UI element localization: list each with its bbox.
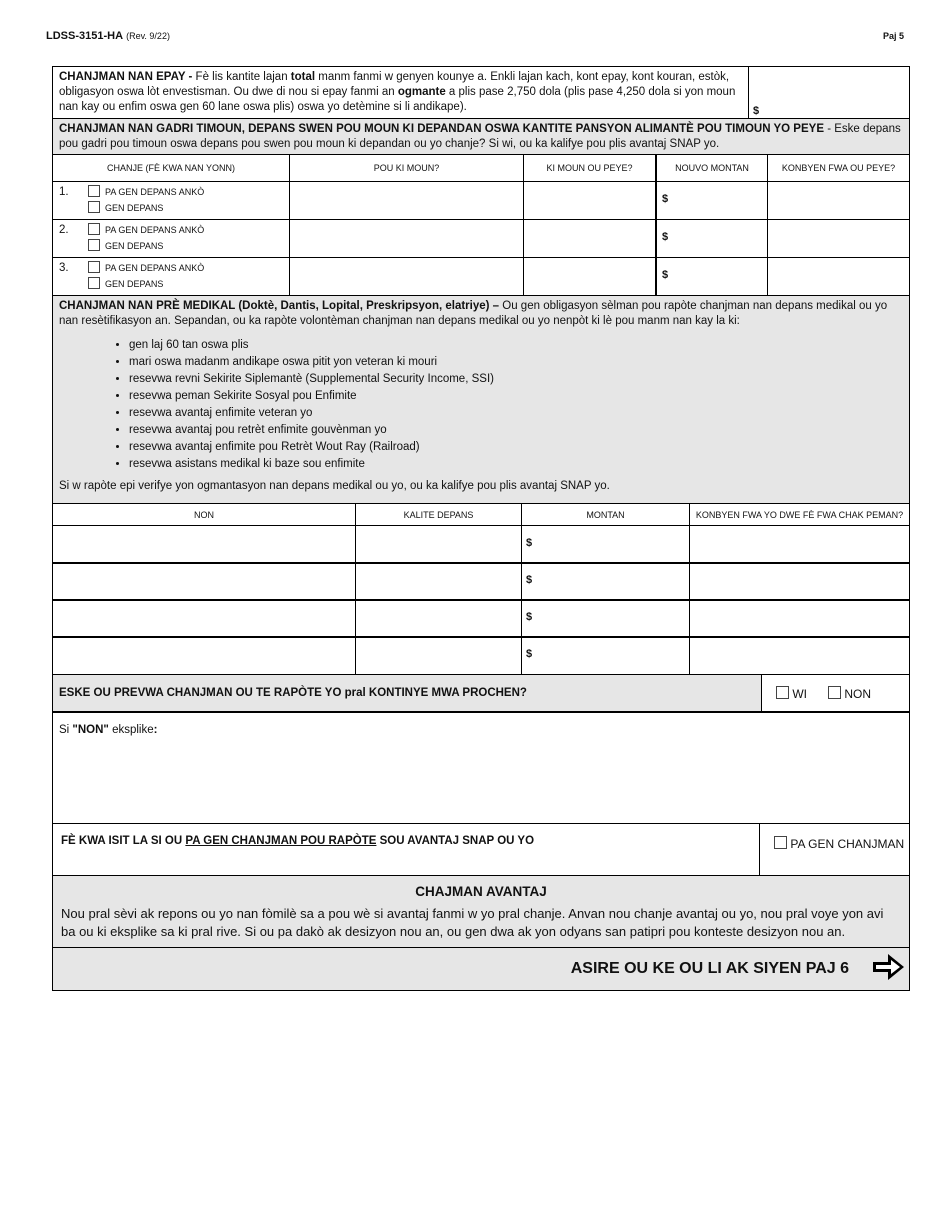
savings-text-bold-1: total	[290, 71, 316, 83]
explain-field[interactable]	[53, 713, 909, 824]
option-label: GEN DEPANS	[105, 279, 164, 289]
option-no-expense[interactable]	[88, 260, 204, 276]
no-change-text-2: SOU AVANTAJ SNAP OU YO	[376, 835, 535, 847]
child-care-row	[53, 220, 909, 258]
option-expense[interactable]	[88, 276, 204, 292]
list-item: • resevwa avantaj pou retrèt enfimite gouvènman yo	[129, 422, 903, 439]
no-change-checkbox[interactable]	[774, 836, 787, 849]
savings-heading: CHANJMAN NAN EPAY -	[59, 71, 193, 83]
child-care-row	[53, 258, 909, 296]
medical-footer: Si w rapòte epi verifye yon ogmantasyon nan depans medikal ou yo, ou ka kalifye pou plis avantaj SNAP yo.	[59, 480, 610, 492]
savings-dollar-sign: $	[753, 105, 760, 117]
no-change-section	[53, 824, 909, 876]
child-care-heading-box	[53, 119, 909, 155]
child-care-col-new-amount: NOUVO MONTAN	[657, 155, 768, 181]
dollar-sign: $	[526, 611, 533, 623]
frequency-field[interactable]	[768, 220, 909, 257]
medical-col-name: NON	[53, 504, 356, 526]
who-paid-field[interactable]	[524, 182, 657, 219]
explain-suffix: eksplike	[108, 724, 154, 736]
checkbox[interactable]	[88, 277, 100, 289]
explain-no: "NON"	[72, 724, 109, 736]
medical-type-field[interactable]	[356, 526, 522, 562]
checkbox[interactable]	[88, 201, 100, 213]
option-label: PA GEN DEPANS ANKÒ	[105, 263, 205, 273]
medical-amount-field[interactable]	[522, 526, 690, 562]
who-paid-field[interactable]	[524, 258, 657, 295]
checkbox[interactable]	[88, 223, 100, 235]
continue-section	[53, 675, 909, 713]
for-whom-field[interactable]	[290, 220, 524, 257]
no-change-text-1: FÈ KWA ISIT LA SI OU	[61, 835, 186, 847]
medical-column-headers	[53, 504, 909, 526]
child-care-col-frequency: KONBYEN FWA OU PEYE?	[781, 163, 896, 173]
new-amount-field[interactable]	[657, 258, 768, 295]
row-number: 1.	[59, 186, 69, 198]
child-care-col-who-paid: KI MOUN OU PEYE?	[524, 155, 657, 181]
dollar-sign: $	[526, 537, 533, 549]
footer-text: ASIRE OU KE OU LI AK SIYEN PAJ 6	[570, 960, 849, 977]
who-paid-field[interactable]	[524, 220, 657, 257]
child-care-change-cell	[53, 258, 290, 295]
medical-name-field[interactable]	[53, 564, 356, 599]
medical-row	[53, 526, 909, 564]
dollar-sign: $	[662, 269, 669, 281]
list-item: • gen laj 60 tan oswa plis	[129, 337, 903, 354]
medical-frequency-field[interactable]	[690, 526, 909, 562]
child-care-options	[88, 184, 204, 216]
option-expense[interactable]	[88, 200, 204, 216]
new-amount-field[interactable]	[657, 220, 768, 257]
child-care-change-cell	[53, 182, 290, 219]
dollar-sign: $	[662, 231, 669, 243]
option-label: GEN DEPANS	[105, 203, 164, 213]
medical-name-field[interactable]	[53, 638, 356, 674]
child-care-col-for-whom: POU KI MOUN?	[290, 155, 524, 181]
no-change-option[interactable]	[760, 824, 909, 875]
child-care-heading: CHANJMAN NAN GADRI TIMOUN, DEPANS SWEN POU MOUN KI DEPANDAN OSWA KANTITE PANSYON ALIMANTÈ POU TIMOUN YO PEYE	[59, 123, 824, 135]
medical-bullet-list	[59, 337, 903, 473]
row-number: 2.	[59, 224, 69, 236]
child-care-change-cell	[53, 220, 290, 257]
medical-col-frequency: KONBYEN FWA YO DWE FÈ FWA CHAK PEMAN?	[695, 510, 904, 520]
dollar-sign: $	[526, 648, 533, 660]
arrow-right-icon	[871, 952, 905, 987]
list-item: • resevwa avantaj enfimite pou Retrèt Wout Ray (Railroad)	[129, 439, 903, 456]
medical-type-field[interactable]	[356, 601, 522, 636]
medical-section	[53, 296, 909, 504]
savings-amount-field[interactable]	[749, 67, 909, 118]
list-item: • resevwa revni Sekirite Siplemantè (Supplemental Security Income, SSI)	[129, 371, 903, 388]
page-number: Paj 5	[882, 31, 904, 41]
medical-amount-field[interactable]	[522, 601, 690, 636]
frequency-field[interactable]	[768, 258, 909, 295]
footer-bar	[53, 948, 909, 990]
savings-section	[53, 67, 909, 119]
form-number: LDSS-3151-HA	[46, 30, 124, 42]
medical-name-field[interactable]	[53, 601, 356, 636]
form	[52, 66, 910, 991]
checkbox[interactable]	[88, 239, 100, 251]
medical-frequency-field[interactable]	[690, 638, 909, 674]
option-no-expense[interactable]	[88, 184, 204, 200]
child-care-text: - Eske depans pou gadri pou timoun oswa depans pou swen pou moun ki depandan ou yo chanje? Si wi, ou ka kalifye pou plis avantaj SNAP yo.	[59, 123, 901, 150]
child-care-row	[53, 182, 909, 220]
medical-col-amount: MONTAN	[522, 504, 690, 526]
benefit-change-title: CHAJMAN AVANTAJ	[415, 884, 547, 899]
for-whom-field[interactable]	[290, 182, 524, 219]
checkbox[interactable]	[88, 261, 100, 273]
option-label: PA GEN DEPANS ANKÒ	[105, 225, 205, 235]
medical-frequency-field[interactable]	[690, 601, 909, 636]
list-item: • mari oswa madanm andikape oswa pitit yon veteran ki mouri	[129, 354, 903, 371]
medical-amount-field[interactable]	[522, 564, 690, 599]
medical-row	[53, 601, 909, 638]
form-revision: (Rev. 9/22)	[126, 31, 170, 41]
dollar-sign: $	[662, 193, 669, 205]
medical-intro	[59, 299, 903, 329]
for-whom-field[interactable]	[290, 258, 524, 295]
explain-colon: :	[153, 724, 158, 736]
list-item: • resevwa asistans medikal ki baze sou enfimite	[129, 456, 903, 473]
continue-question: ESKE OU PREVWA CHANJMAN OU TE RAPÒTE YO pral KONTINYE MWA PROCHEN?	[53, 675, 762, 711]
medical-row	[53, 638, 909, 675]
medical-type-field[interactable]	[356, 638, 522, 674]
benefit-change-section	[53, 876, 909, 948]
new-amount-field[interactable]	[657, 182, 768, 219]
child-care-options	[88, 222, 204, 254]
yes-label: WI	[792, 687, 808, 701]
medical-col-expense-type: KALITE DEPANS	[356, 504, 522, 526]
medical-frequency-field[interactable]	[690, 564, 909, 599]
row-number: 3.	[59, 262, 69, 274]
savings-text-3: a plis pase 2,750 dola (plis pase 4,250 dola si yon moun nan kay ou enfim oswa gen 60 lane oswa plis) oswa yo detèmine si li andikape).	[59, 86, 736, 113]
no-checkbox[interactable]	[828, 686, 841, 699]
checkbox[interactable]	[88, 185, 100, 197]
yes-checkbox[interactable]	[776, 686, 789, 699]
explain-prefix: Si	[59, 724, 73, 736]
list-item: • resevwa peman Sekirite Sosyal pou Enfimite	[129, 388, 903, 405]
option-no-expense[interactable]	[88, 222, 204, 238]
savings-text-1: Fè lis kantite lajan	[192, 71, 291, 83]
option-expense[interactable]	[88, 238, 204, 254]
no-change-label: PA GEN CHANJMAN	[790, 837, 905, 851]
no-label: NON	[844, 687, 872, 701]
no-change-option-wrap[interactable]	[774, 836, 904, 851]
yes-option[interactable]	[776, 686, 807, 701]
medical-heading: CHANJMAN NAN PRÈ MEDIKAL (Doktè, Dantis, Lopital, Preskripsyon, elatriye) –	[59, 300, 500, 312]
medical-type-field[interactable]	[356, 564, 522, 599]
savings-description	[53, 67, 749, 118]
continue-answers	[762, 675, 909, 711]
frequency-field[interactable]	[768, 182, 909, 219]
no-change-text-underlined: PA GEN CHANJMAN POU RAPÒTE	[185, 835, 377, 847]
medical-text: Ou gen obligasyon sèlman pou rapòte chanjman nan depans medikal ou yo nan resètifikasyon an. Sepandan, ou ka rapòte volontèman chanjman nan depans medikal ou yo nenpòt ki lè pou manm nan kay la ki:	[59, 300, 888, 327]
list-item: • resevwa avantaj enfimite veteran yo	[129, 405, 903, 422]
dollar-sign: $	[526, 574, 533, 586]
medical-amount-field[interactable]	[522, 638, 690, 674]
child-care-column-headers	[53, 155, 909, 182]
option-label: GEN DEPANS	[105, 241, 164, 251]
no-option[interactable]	[828, 686, 871, 701]
no-change-text	[53, 824, 760, 875]
savings-text-bold-2: ogmante	[397, 86, 446, 98]
benefit-change-text: Nou pral sèvi ak repons ou yo nan fòmilè sa a pou wè si avantaj fanmi w yo pral chanje. Anvan nou chanje avantaj ou yo, nou pral voye yon avi ba ou ki eksplike sa ki pral rive. Si ou pa dakò ak desizyon nou an, ou gen dwa ak yon odyans san patipri pou konteste desizyon nou an.	[61, 906, 884, 939]
child-care-col-change: CHANJE (FÈ KWA NAN YONN)	[53, 155, 290, 181]
medical-name-field[interactable]	[53, 526, 356, 562]
savings-text-2: manm fanmi w genyen kounye a. Enkli lajan kach, kont epay, kont kouran, estòk, obligasyon oswa lòt envestisman. Ou dwe di nou si epay fanmi an	[59, 71, 730, 98]
form-id	[46, 30, 170, 42]
option-label: PA GEN DEPANS ANKÒ	[105, 187, 205, 197]
medical-row	[53, 564, 909, 601]
child-care-options	[88, 260, 204, 292]
